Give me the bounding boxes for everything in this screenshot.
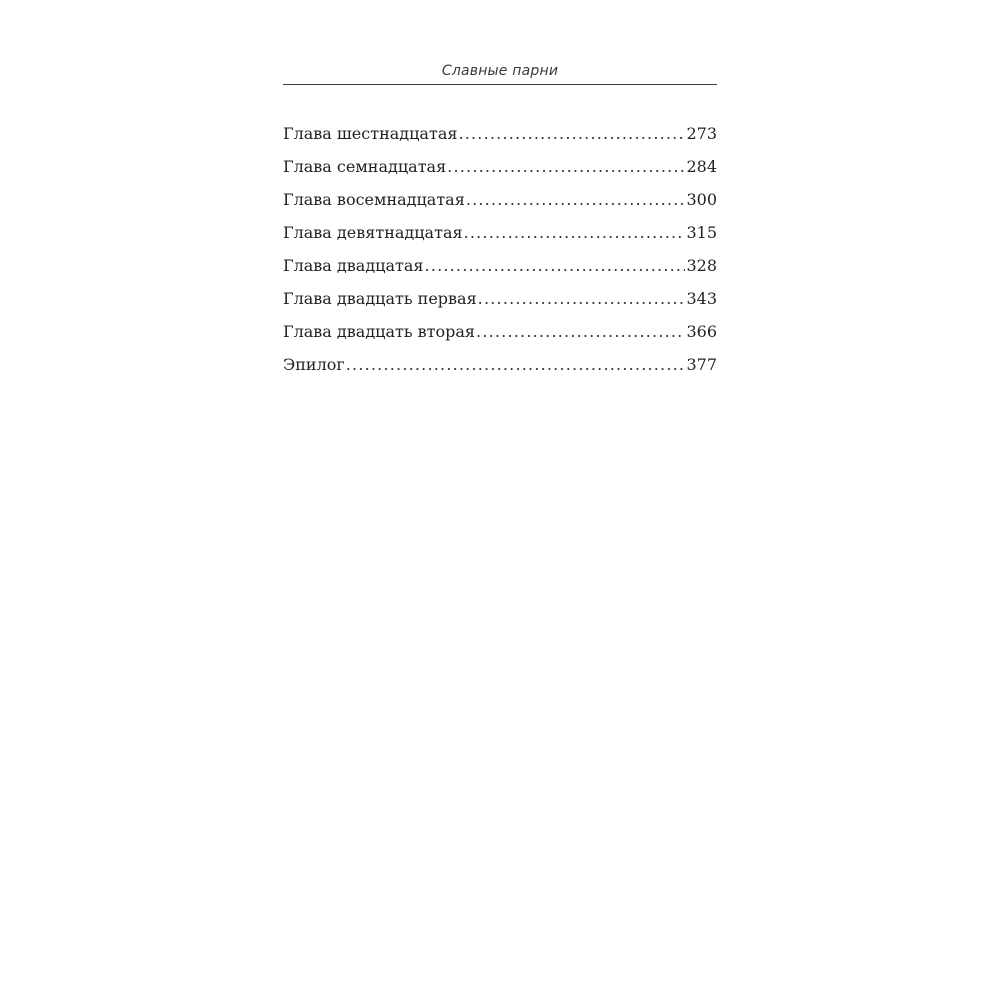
toc-entry	[283, 322, 717, 355]
toc-dot-leader	[447, 157, 685, 176]
toc-entry-page: 315	[686, 223, 717, 242]
toc-dot-leader	[458, 124, 685, 143]
toc-dot-leader	[478, 289, 686, 308]
toc-entry-page: 366	[686, 322, 717, 341]
toc-entry-page: 284	[686, 157, 717, 176]
toc-entry-page: 377	[686, 355, 717, 374]
toc-entry	[283, 355, 717, 388]
toc-entry	[283, 124, 717, 157]
toc-dot-leader	[464, 223, 686, 242]
toc-entry-title: Глава семнадцатая	[283, 157, 447, 176]
toc-entry-page: 273	[686, 124, 717, 143]
toc-entry-page: 300	[686, 190, 717, 209]
table-of-contents	[283, 124, 717, 388]
toc-dot-leader	[466, 190, 686, 209]
toc-entry	[283, 157, 717, 190]
toc-entry-title: Эпилог	[283, 355, 345, 374]
running-header	[283, 60, 717, 85]
toc-entry	[283, 223, 717, 256]
toc-entry-title: Глава восемнадцатая	[283, 190, 465, 209]
toc-dot-leader	[476, 322, 685, 341]
toc-entry-title: Глава двадцатая	[283, 256, 424, 275]
running-title: Славные парни	[441, 63, 559, 79]
toc-entry	[283, 289, 717, 322]
toc-dot-leader	[346, 355, 686, 374]
toc-entry-title: Глава двадцать первая	[283, 289, 477, 308]
toc-dot-leader	[425, 256, 686, 275]
toc-entry-page: 343	[686, 289, 717, 308]
toc-entry-page: 328	[686, 256, 717, 275]
toc-entry	[283, 256, 717, 289]
toc-entry-title: Глава девятнадцатая	[283, 223, 463, 242]
toc-entry	[283, 190, 717, 223]
toc-entry-title: Глава двадцать вторая	[283, 322, 476, 341]
toc-entry-title: Глава шестнадцатая	[283, 124, 458, 143]
